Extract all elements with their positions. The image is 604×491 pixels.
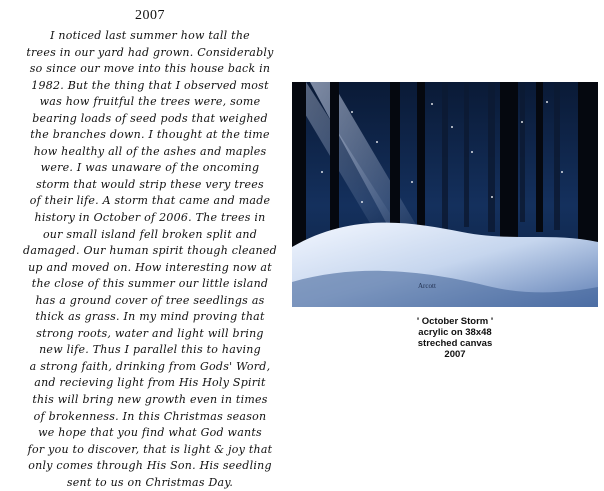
letter-line: our small island fell broken split and [42,227,258,241]
caption-medium: acrylic on 38x48 [418,327,492,338]
letter-line: the branches down. I thought at the time [30,128,270,142]
letter-body [0,28,300,491]
letter-line: were. I was unaware of the oncoming [40,161,260,175]
letter-line: up and moved on. How interesting now at [28,260,272,274]
letter-line: 1982. But the thing that I observed most [31,78,269,92]
letter-line: of their life. A storm that came and made [29,194,271,208]
letter-line: I noticed last summer how tall the [50,29,250,42]
letter-line: of brokenness. In this Christmas season [33,409,267,423]
painting-image [292,82,598,307]
letter-line: history in October of 2006. The trees in [34,211,266,225]
letter-line: thick as grass. In my mind proving that [35,310,265,324]
letter-line: sent to us on Christmas Day. [66,475,234,489]
letter-line: new life. Thus I parallel this to having [39,343,261,357]
letter-line: we hope that you find what God wants [38,426,262,440]
letter-line: strong roots, water and light will bring [36,326,264,340]
letter-line: how healthy all of the ashes and maples [33,144,267,158]
letter-line: trees in our yard had grown. Considerably [26,45,274,59]
letter-line: for you to discover, that is light & joy that [27,442,273,456]
letter-line: has a ground cover of tree seedlings as [35,293,265,307]
letter-year: 2007 [135,8,165,23]
caption-support: streched canvas [417,338,493,349]
letter-line: only comes through His Son. His seedling [28,459,272,473]
letter-line: was how fruitful the trees were, some [39,95,261,109]
painting-october-storm [292,82,598,307]
letter-line: the close of this summer our little island [31,277,269,291]
letter-line: and recieving light from His Holy Spirit [34,376,266,390]
caption-year: 2007 [444,349,466,360]
caption-title: ' October Storm ' [416,316,494,327]
painting-caption [380,316,530,360]
letter-line: this will bring new growth even in times [32,393,268,407]
letter-line: bearing loads of seed pods that weighed [32,111,268,125]
letter-line: damaged. Our human spirit though cleaned [23,244,277,258]
letter-line: storm that would strip these very trees [36,177,264,191]
letter-line: so since our move into this house back in [29,62,271,76]
painting-signature: Arcott [418,282,436,290]
letter-line: a strong faith, drinking from Gods' Word, [29,359,271,373]
letter-text [0,8,300,491]
